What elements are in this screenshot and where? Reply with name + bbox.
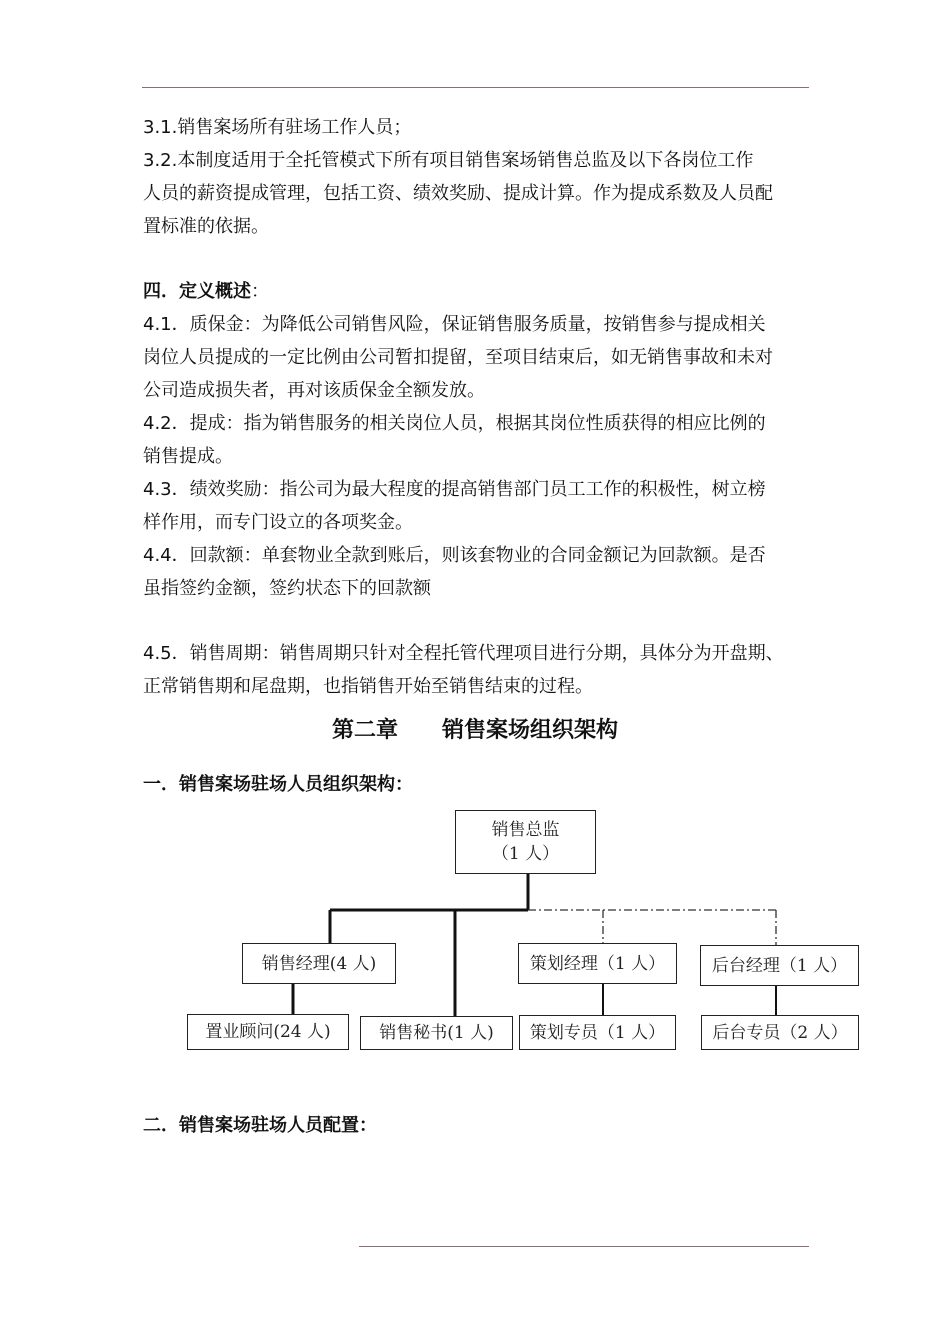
definition-line: 虽指签约金额，签约状态下的回款额 [143, 578, 431, 599]
definition-line: 公司造成损失者，再对该质保金全额发放。 [143, 380, 485, 401]
section-one-heading: 一．销售案场驻场人员组织架构： [143, 774, 413, 795]
section-two-heading: 二．销售案场驻场人员配置： [143, 1115, 377, 1136]
org-box-planning-staff: 策划专员（1 人） [519, 1015, 676, 1050]
paragraph-line: 人员的薪资提成管理，包括工资、绩效奖励、提成计算。作为提成系数及人员配 [143, 183, 773, 204]
chapter-title [0, 716, 950, 746]
definition-line: 正常销售期和尾盘期，也指销售开始至销售结束的过程。 [143, 676, 593, 697]
org-box-sales-secretary: 销售秘书(1 人) [360, 1016, 513, 1050]
paragraph-line: 置标准的依据。 [143, 216, 269, 237]
definition-line: 岗位人员提成的一定比例由公司暂扣提留，至项目结束后，如无销售事故和未对 [143, 347, 773, 368]
definition-line: 4.2．提成：指为销售服务的相关岗位人员，根据其岗位性质获得的相应比例的 [143, 413, 766, 434]
section-four-heading [143, 280, 269, 304]
org-box-sales-manager: 销售经理(4 人) [242, 943, 396, 984]
org-box-backoffice-manager: 后台经理（1 人） [700, 945, 859, 986]
org-box-planning-manager: 策划经理（1 人） [518, 943, 677, 984]
org-box-property-consultant: 置业顾问(24 人) [187, 1014, 349, 1050]
section-heading-text: 四．定义概述 [143, 281, 251, 302]
footer-rule [359, 1246, 809, 1247]
paragraph-line: 3.1.销售案场所有驻场工作人员； [143, 117, 412, 138]
chapter-name: 销售案场组织架构 [442, 718, 619, 743]
chapter-number: 第二章 [331, 718, 398, 743]
org-box-backoffice-staff: 后台专员（2 人） [701, 1015, 859, 1050]
definition-line: 销售提成。 [143, 446, 233, 467]
org-box-sales-director [455, 810, 596, 874]
definition-line: 4.1．质保金：为降低公司销售风险，保证销售服务质量，按销售参与提成相关 [143, 314, 766, 335]
director-title: 销售总监 [491, 820, 560, 840]
heading-colon: ： [251, 281, 269, 302]
header-rule [142, 87, 809, 88]
definition-line: 样作用，而专门设立的各项奖金。 [143, 512, 413, 533]
definition-line: 4.5．销售周期：销售周期只针对全程托管代理项目进行分期，具体分为开盘期、 [143, 643, 784, 664]
definition-line: 4.4．回款额：单套物业全款到账后，则该套物业的合同金额记为回款额。是否 [143, 545, 766, 566]
definition-line: 4.3．绩效奖励：指公司为最大程度的提高销售部门员工工作的积极性，树立榜 [143, 479, 766, 500]
paragraph-line: 3.2.本制度适用于全托管模式下所有项目销售案场销售总监及以下各岗位工作 [143, 150, 754, 171]
director-count: （1 人） [491, 844, 560, 864]
